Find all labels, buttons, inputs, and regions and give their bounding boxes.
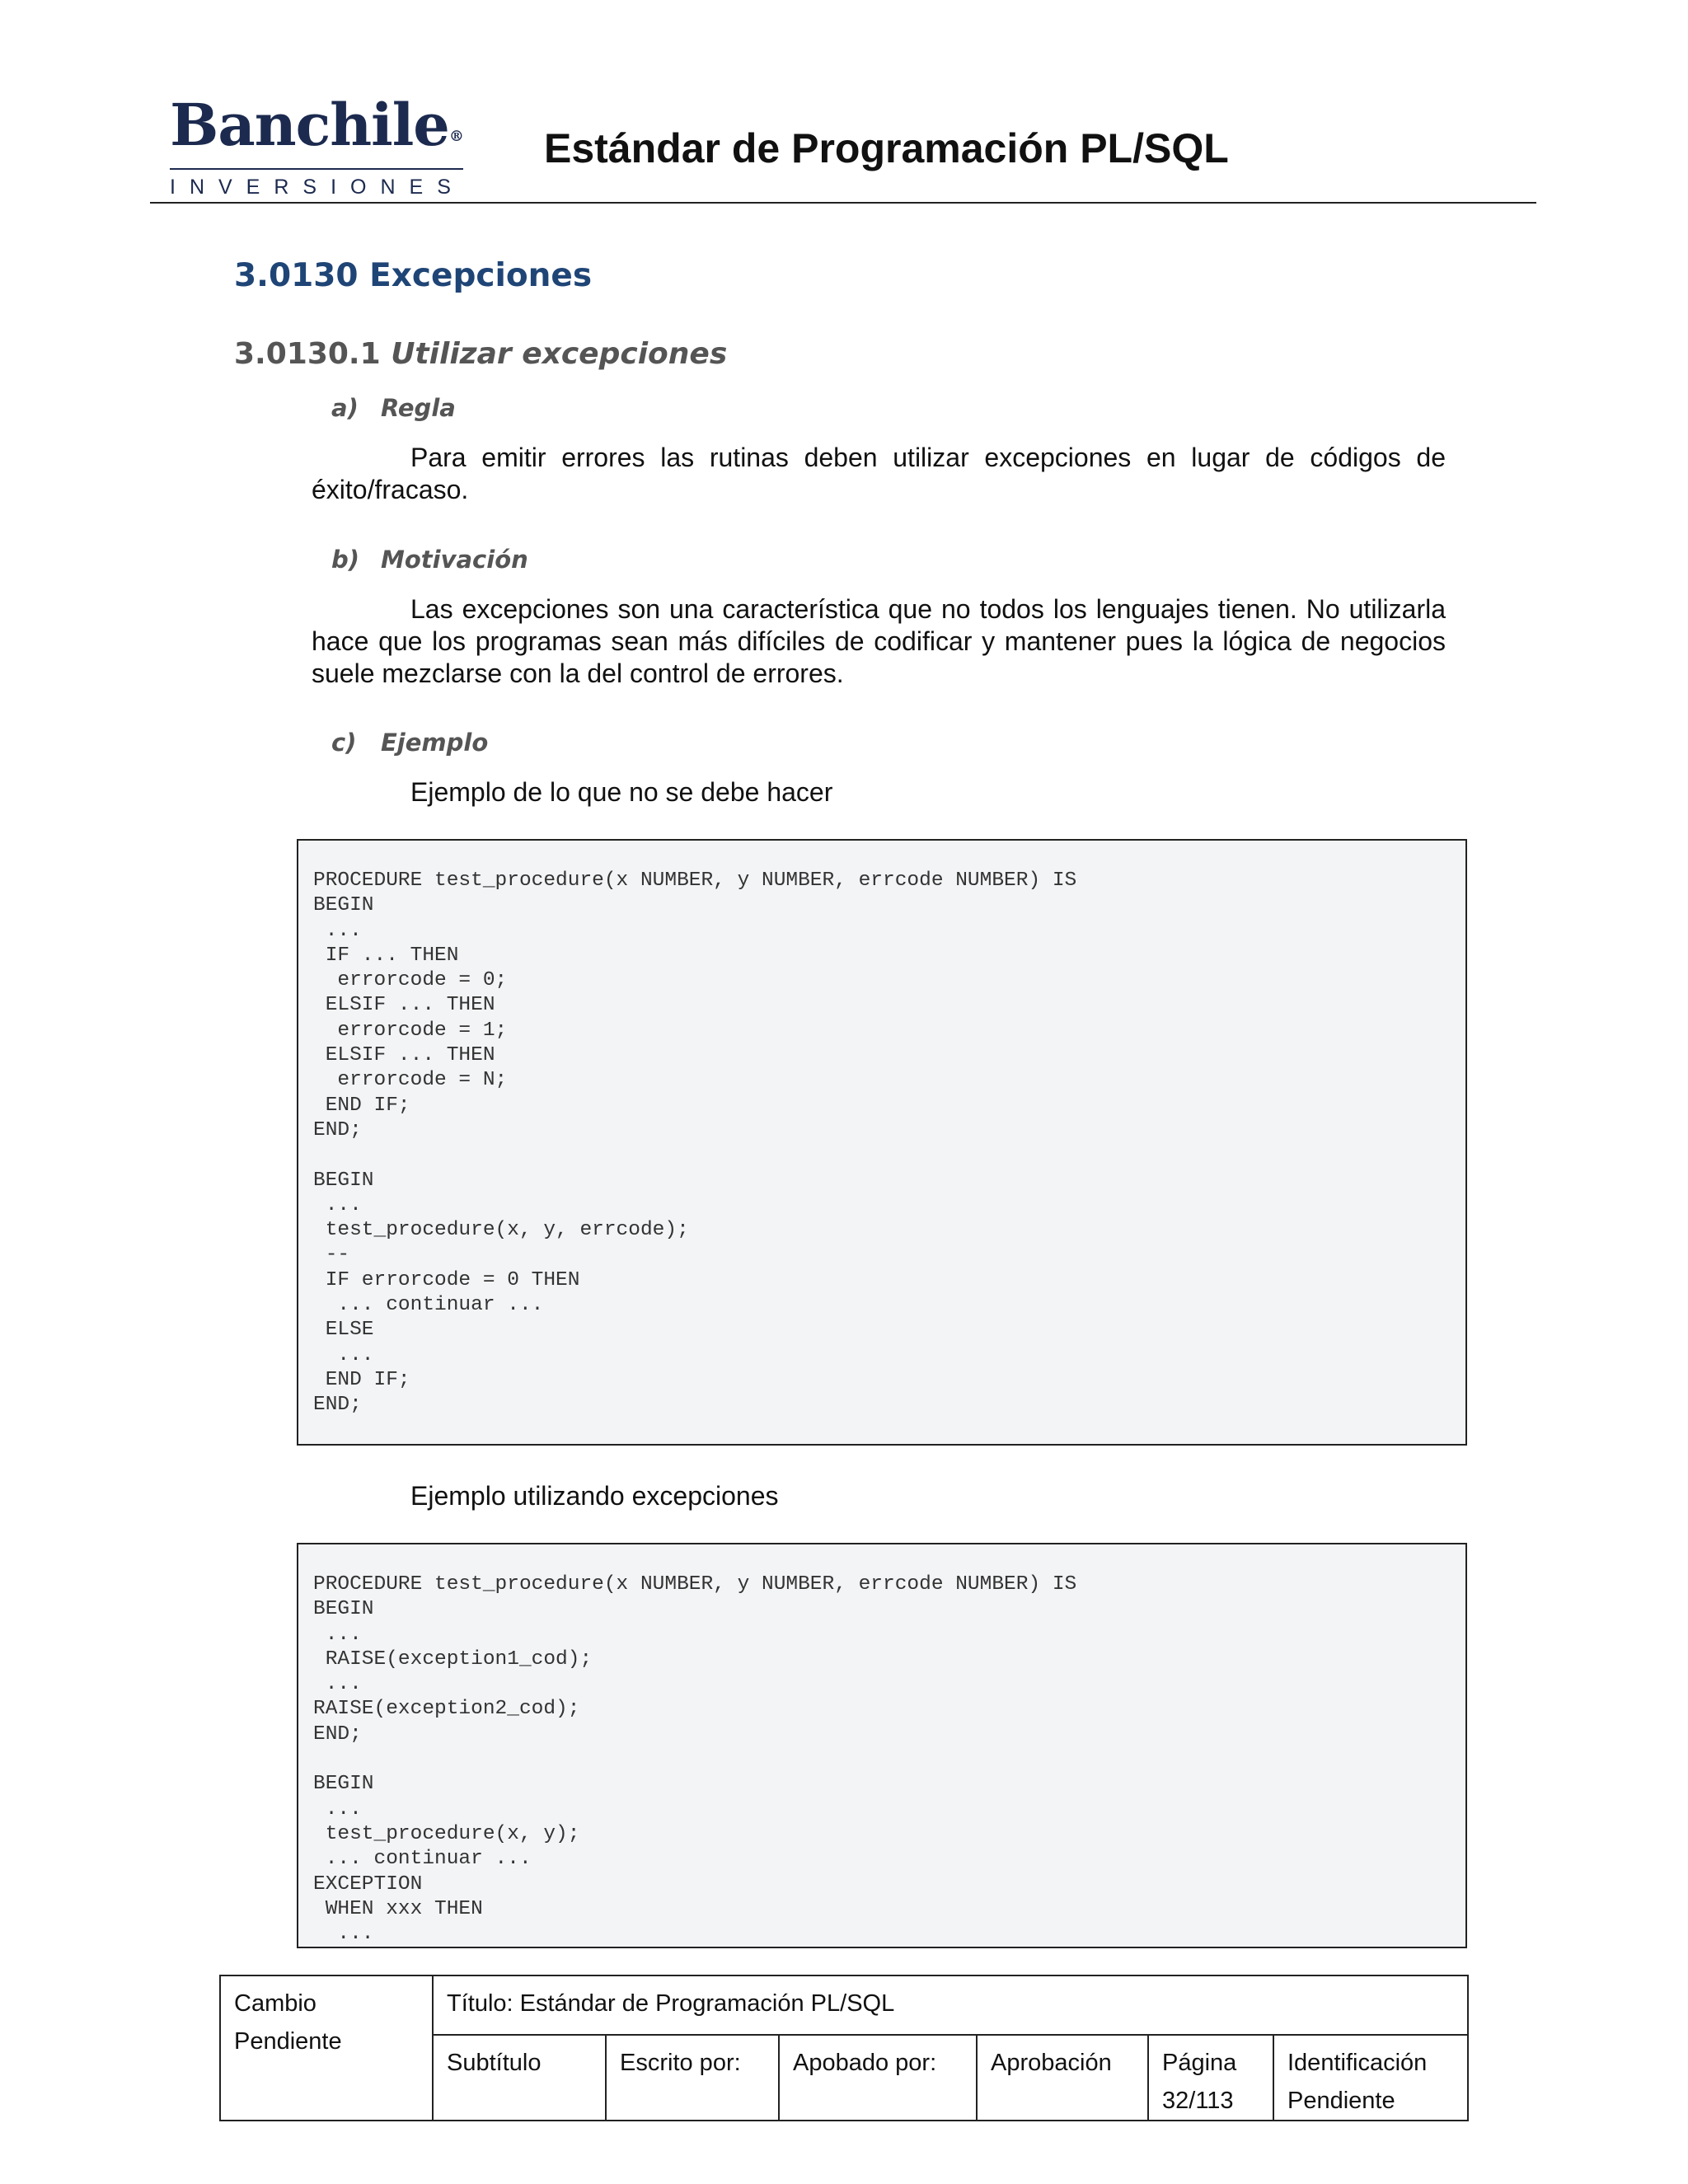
section-number: 3.0130 [234,257,359,294]
footer-title-cell: Título: Estándar de Programación PL/SQL [433,1975,1468,2035]
footer-approved-by-cell: Apobado por: [779,2035,977,2121]
item-letter: c) [331,729,357,757]
subsection-number: 3.0130.1 [234,337,381,371]
footer-page-cell [1148,2035,1273,2121]
company-logo [170,92,463,201]
item-letter: a) [331,394,359,422]
logo-registered-mark: ® [448,128,463,145]
item-label-text: Ejemplo [381,729,489,757]
footer-change-cell: Cambio Pendiente [220,1975,433,2121]
example-caption-bad: Ejemplo de lo que no se debe hacer [410,777,833,807]
code-text: PROCEDURE test_procedure(x NUMBER, y NUMBER, errcode NUMBER) IS BEGIN ... RAISE(exception1_cod); ... RAISE(exception2_cod); END; BEGIN ... test_procedure(x, y); ... continuar ... EXCEPTION WHEN xxx THEN ... [313,1573,1077,1946]
logo-rule [170,168,463,170]
code-text: PROCEDURE test_procedure(x NUMBER, y NUMBER, errcode NUMBER) IS BEGIN ... IF ... THEN errorcode = 0; ELSIF ... THEN errorcode = 1; ELSIF ... THEN errorcode = N; END IF; END; BEGIN ... test_procedure(x, y, errcode); -- IF errorcode = 0 THEN ... continuar ... ELSE ... END IF; END; [313,869,1077,1417]
section-title: Excepciones [369,257,593,294]
code-block-bad-example [297,839,1467,1446]
motivation-paragraph: Las excepciones son una característica que no todos los lenguajes tienen. No utilizarla hace que los programas sean más difíciles de codificar y mantener pues la lógica de negocios suele mezclarse con la del control de errores. [312,594,1446,688]
item-label-motivacion [331,544,528,575]
section-heading [234,255,592,297]
item-label-text: Regla [381,394,456,422]
code-block-exceptions-example [297,1543,1467,1948]
subsection-title: Utilizar excepciones [391,337,728,371]
document-title: Estándar de Programación PL/SQL [544,125,1229,171]
footer-approval-cell: Aprobación [977,2035,1148,2121]
example-caption-exceptions: Ejemplo utilizando excepciones [410,1481,779,1511]
subsection-heading [234,335,727,374]
item-label-ejemplo [331,727,488,758]
item-label-regla [331,392,456,424]
page-label: Página [1162,2050,1237,2076]
rule-paragraph: Para emitir errores las rutinas deben utilizar excepciones en lugar de códigos de éxito/fracaso. [312,443,1446,504]
logo-subtitle: INVERSIONES [170,176,465,199]
item-letter: b) [331,546,360,574]
footer-identification-cell: Identificación Pendiente [1273,2035,1468,2121]
header-divider [150,202,1536,204]
footer-written-by-cell: Escrito por: [606,2035,779,2121]
item-label-text: Motivación [381,546,528,574]
logo-name: Banchile [170,91,449,159]
page-number: 32/113 [1162,2088,1234,2114]
footer-table [219,1975,1469,2121]
footer-subtitle-cell: Subtítulo [433,2035,606,2121]
